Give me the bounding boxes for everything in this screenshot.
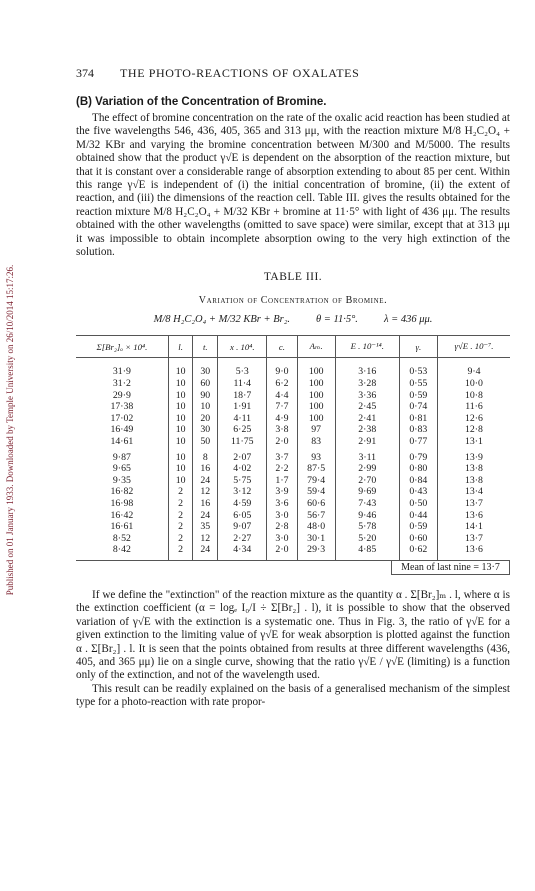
table-row bbox=[76, 424, 510, 436]
table-cell: 29·3 bbox=[297, 544, 335, 560]
table-cell: 4·02 bbox=[218, 463, 267, 475]
table-row bbox=[76, 510, 510, 522]
table-cell: 16 bbox=[193, 498, 218, 510]
table-condition-wavelength: λ = 436 μμ. bbox=[383, 314, 433, 326]
table-cell: 16·49 bbox=[110, 424, 134, 436]
table-cell: 10 bbox=[168, 401, 193, 413]
table-cell: 16·98 bbox=[110, 498, 134, 509]
table-cell: 100 bbox=[297, 401, 335, 413]
table-cell: 0·79 bbox=[399, 448, 437, 464]
table-cell: 31·9 bbox=[112, 366, 131, 378]
table-cell: 9·35 bbox=[112, 474, 131, 486]
table-row bbox=[76, 544, 510, 560]
table-cell: 9·87 bbox=[112, 451, 131, 463]
table-row bbox=[76, 401, 510, 413]
table-cell: 97 bbox=[297, 424, 335, 436]
table-cell: 8·52 bbox=[112, 532, 131, 544]
table-cell: 9·0 bbox=[267, 358, 297, 378]
table-cell: 0·50 bbox=[399, 498, 437, 510]
table-cell: 20 bbox=[193, 413, 218, 425]
table-cell: 3·12 bbox=[218, 486, 267, 498]
table-cell: 0·80 bbox=[399, 463, 437, 475]
table-cell: 9·4 bbox=[437, 358, 510, 378]
table-cell: 4·85 bbox=[335, 544, 399, 560]
table-cell: 2·27 bbox=[218, 533, 267, 545]
table-cell: 10·8 bbox=[437, 390, 510, 402]
table-conditions bbox=[76, 314, 510, 325]
table-body bbox=[76, 358, 510, 561]
table-cell: 83 bbox=[297, 436, 335, 448]
table-header-cell: Σ[Br₂]ₒ × 10⁴. bbox=[76, 336, 168, 358]
table-cell: 2·0 bbox=[267, 544, 297, 560]
table-cell: 12 bbox=[193, 486, 218, 498]
table-cell: 10 bbox=[168, 390, 193, 402]
table-cell: 4·59 bbox=[218, 498, 267, 510]
table-cell: 3·8 bbox=[267, 424, 297, 436]
table-cell: 5·20 bbox=[335, 533, 399, 545]
table-cell: 2·2 bbox=[267, 463, 297, 475]
table-header-cell: γ√E . 10⁻⁷. bbox=[437, 336, 510, 358]
table-cell: 14·61 bbox=[110, 436, 134, 448]
table-cell: 1·7 bbox=[267, 475, 297, 487]
table-cell: 2·99 bbox=[335, 463, 399, 475]
table-cell: 4·9 bbox=[267, 413, 297, 425]
table-cell: 10 bbox=[168, 436, 193, 448]
table-cell: 2·07 bbox=[218, 448, 267, 464]
table-cell: 0·83 bbox=[399, 424, 437, 436]
table-cell: 30 bbox=[193, 358, 218, 378]
table-cell: 0·55 bbox=[399, 378, 437, 390]
table-row bbox=[76, 448, 510, 464]
table-subtitle: Variation of Concentration of Bromine. bbox=[198, 295, 388, 307]
table-cell: 4·34 bbox=[218, 544, 267, 560]
table-cell: 13·7 bbox=[437, 533, 510, 545]
table-condition-temperature: θ = 11·5°. bbox=[316, 314, 358, 326]
table-cell: 56·7 bbox=[297, 510, 335, 522]
table-cell: 10 bbox=[168, 413, 193, 425]
table-cell: 2 bbox=[168, 510, 193, 522]
table-cell: 3·7 bbox=[267, 448, 297, 464]
table-header-cell: c. bbox=[267, 336, 297, 358]
table-cell: 7·43 bbox=[335, 498, 399, 510]
table-row bbox=[76, 358, 510, 378]
table-cell: 10 bbox=[168, 475, 193, 487]
table-cell: 1·91 bbox=[218, 401, 267, 413]
table-cell: 10 bbox=[168, 378, 193, 390]
download-notice-text: Published on 01 January 1933. Downloaded by Temple University on 26/10/2014 15:17:26. bbox=[5, 264, 15, 596]
table-row bbox=[76, 378, 510, 390]
table-row bbox=[76, 413, 510, 425]
table-cell: 93 bbox=[297, 448, 335, 464]
table-cell: 24 bbox=[193, 510, 218, 522]
table-cell: 10·0 bbox=[437, 378, 510, 390]
table-cell: 13·6 bbox=[437, 544, 510, 560]
table-cell: 6·2 bbox=[267, 378, 297, 390]
table-cell: 100 bbox=[297, 413, 335, 425]
table-row bbox=[76, 390, 510, 402]
table-cell: 24 bbox=[193, 544, 218, 560]
table-cell: 11·6 bbox=[437, 401, 510, 413]
table-cell: 0·81 bbox=[399, 413, 437, 425]
table-header-row bbox=[76, 336, 510, 358]
table-header-cell: Aₘ. bbox=[297, 336, 335, 358]
table-cell: 31·2 bbox=[112, 378, 131, 390]
table-cell: 2·70 bbox=[335, 475, 399, 487]
table-cell: 60·6 bbox=[297, 498, 335, 510]
table-cell: 48·0 bbox=[297, 521, 335, 533]
table-cell: 2·8 bbox=[267, 521, 297, 533]
table-cell: 10 bbox=[168, 424, 193, 436]
table-cell: 18·7 bbox=[218, 390, 267, 402]
table-cell: 13·7 bbox=[437, 498, 510, 510]
table-cell: 0·43 bbox=[399, 486, 437, 498]
table-cell: 17·38 bbox=[110, 401, 134, 413]
table-cell: 3·0 bbox=[267, 510, 297, 522]
table-cell: 13·1 bbox=[437, 436, 510, 448]
table-cell: 9·69 bbox=[335, 486, 399, 498]
table-cell: 7·7 bbox=[267, 401, 297, 413]
table-cell: 0·44 bbox=[399, 510, 437, 522]
table-cell: 79·4 bbox=[297, 475, 335, 487]
table-cell: 3·11 bbox=[335, 448, 399, 464]
running-title: THE PHOTO-REACTIONS OF OXALATES bbox=[120, 66, 360, 80]
table-cell: 2·45 bbox=[335, 401, 399, 413]
table-cell: 24 bbox=[193, 475, 218, 487]
table-cell: 90 bbox=[193, 390, 218, 402]
paragraph-1: The effect of bromine concentration on the rate of the oxalic acid reaction has been studied at the five wavelengths 546, 436, 405, 365 and 313 μμ, with the reaction mixture M/8 H₂C₂O₄ + M/32 KBr and varying the bromine concentration between M/300 and M/5000. The results obtained show that the product γ√E is dependent on the absorption of the reaction mixture, but that it is constant over a considerable range of absorption extending to about 85 per cent. Within this range γ√E is independent of (i) the initial concentration of bromine, (ii) the extent of reaction, and (iii) the dimensions of the reaction cell. Table III. gives the results obtained for the reaction mixture M/8 H₂C₂O₄ + M/32 KBr + bromine at 11·5° with light of 436 μμ. The results obtained with the other wavelengths (omitted to save space) were similar, except that at 313 μμ it was impossible to obtain incomplete absorption owing to the very high extinction of the solution. bbox=[76, 112, 510, 259]
table-row bbox=[76, 498, 510, 510]
page-content bbox=[76, 66, 510, 710]
table-cell: 3·16 bbox=[335, 358, 399, 378]
table-cell: 5·75 bbox=[218, 475, 267, 487]
table-cell: 100 bbox=[297, 390, 335, 402]
table-cell: 3·36 bbox=[335, 390, 399, 402]
table-cell: 16·82 bbox=[110, 486, 134, 498]
table-row bbox=[76, 463, 510, 475]
table-cell: 100 bbox=[297, 358, 335, 378]
table-cell: 60 bbox=[193, 378, 218, 390]
table-cell: 0·60 bbox=[399, 533, 437, 545]
table-cell: 2·38 bbox=[335, 424, 399, 436]
table-cell: 8 bbox=[193, 448, 218, 464]
table-cell: 17·02 bbox=[110, 412, 134, 424]
table-cell: 0·59 bbox=[399, 521, 437, 533]
table-cell: 10 bbox=[168, 358, 193, 378]
table-cell: 9·46 bbox=[335, 510, 399, 522]
table-row bbox=[76, 521, 510, 533]
table-cell: 50 bbox=[193, 436, 218, 448]
table-cell: 10 bbox=[168, 463, 193, 475]
table-title: TABLE III. bbox=[263, 271, 323, 284]
table-cell: 2 bbox=[168, 498, 193, 510]
table-row bbox=[76, 475, 510, 487]
table-condition-mixture: M/8 H₂C₂O₄ + M/32 KBr + Br₂. bbox=[153, 314, 291, 326]
table-cell: 8·42 bbox=[76, 544, 168, 560]
table-cell: 5·78 bbox=[335, 521, 399, 533]
page-number: 374 bbox=[76, 66, 94, 80]
table-cell: 30·1 bbox=[297, 533, 335, 545]
table-cell: 2·0 bbox=[267, 436, 297, 448]
table-cell: 12 bbox=[193, 533, 218, 545]
table-cell: 13·8 bbox=[437, 463, 510, 475]
table-cell: 2·41 bbox=[335, 413, 399, 425]
table-cell: 10 bbox=[193, 401, 218, 413]
table-cell: 3·0 bbox=[267, 533, 297, 545]
paragraph-2: If we define the "extinction" of the reaction mixture as the quantity α . Σ[Br₂]ₘ . l, where α is the extinction coefficient (α = logₑ I₀/I ÷ Σ[Br₂] . l), it is possible to show that the observed variation of γ√E with the extinction is a systematic one. Thus in Fig. 3, the ratio of γ√E for a given extinction to the limiting value of γ√E for weak absorption is plotted against the function α . Σ[Br₂] . l. It is seen that the points obtained from results at three different wavelengths (436, 405, and 365 μμ) lie on a single curve, showing that the ratio γ√E / γ√E (limiting) is a function only of the extinction, and not of the wavelength used. bbox=[76, 588, 510, 682]
table-mean-note: Mean of last nine = 13·7 bbox=[391, 561, 510, 575]
table-cell: 10 bbox=[168, 448, 193, 464]
table-cell: 2 bbox=[168, 533, 193, 545]
table-cell: 0·62 bbox=[399, 544, 437, 560]
table-cell: 29·9 bbox=[112, 389, 131, 401]
table-header-cell: x . 10⁴. bbox=[218, 336, 267, 358]
table-cell: 2 bbox=[168, 521, 193, 533]
table-cell: 4·11 bbox=[218, 413, 267, 425]
table-cell: 0·77 bbox=[399, 436, 437, 448]
table-cell: 5·3 bbox=[218, 358, 267, 378]
table-cell: 100 bbox=[297, 378, 335, 390]
table-cell: 6·25 bbox=[218, 424, 267, 436]
table-cell: 2 bbox=[168, 486, 193, 498]
table-cell: 9·65 bbox=[112, 463, 131, 475]
table-cell: 3·28 bbox=[335, 378, 399, 390]
table-cell: 13·8 bbox=[437, 475, 510, 487]
table-cell: 4·4 bbox=[267, 390, 297, 402]
table-header-cell: γ. bbox=[399, 336, 437, 358]
paragraph-3: This result can be readily explained on the basis of a generalised mechanism of the simplest type for a photo-reaction with rate propor- bbox=[76, 682, 510, 709]
table-row bbox=[76, 486, 510, 498]
table-cell: 13·4 bbox=[437, 486, 510, 498]
table-cell: 35 bbox=[193, 521, 218, 533]
table-header-cell: t. bbox=[193, 336, 218, 358]
table-header-cell: E . 10⁻¹⁴. bbox=[335, 336, 399, 358]
table-cell: 87·5 bbox=[297, 463, 335, 475]
table-cell: 16·42 bbox=[110, 509, 134, 521]
table-cell: 9·07 bbox=[218, 521, 267, 533]
table-cell: 11·75 bbox=[218, 436, 267, 448]
table-cell: 13·6 bbox=[437, 510, 510, 522]
table-row bbox=[76, 533, 510, 545]
table-cell: 30 bbox=[193, 424, 218, 436]
table-cell: 0·84 bbox=[399, 475, 437, 487]
table-cell: 0·53 bbox=[399, 358, 437, 378]
table-cell: 16 bbox=[193, 463, 218, 475]
table-cell: 0·74 bbox=[399, 401, 437, 413]
table-cell: 6·05 bbox=[218, 510, 267, 522]
section-heading: (B) Variation of the Concentration of Bromine. bbox=[76, 96, 327, 108]
table-cell: 12·8 bbox=[437, 424, 510, 436]
table-cell: 3·9 bbox=[267, 486, 297, 498]
table-cell: 2·91 bbox=[335, 436, 399, 448]
download-notice-sidebar bbox=[3, 150, 17, 710]
table-cell: 11·4 bbox=[218, 378, 267, 390]
table-cell: 12·6 bbox=[437, 413, 510, 425]
table-cell: 0·59 bbox=[399, 390, 437, 402]
data-table bbox=[76, 335, 510, 561]
table-cell: 14·1 bbox=[437, 521, 510, 533]
running-head bbox=[76, 66, 510, 82]
table-header-cell: l. bbox=[168, 336, 193, 358]
table-row bbox=[76, 436, 510, 448]
table-cell: 59·4 bbox=[297, 486, 335, 498]
table-cell: 13·9 bbox=[437, 448, 510, 464]
table-cell: 3·6 bbox=[267, 498, 297, 510]
table-cell: 2 bbox=[168, 544, 193, 560]
table-cell: 16·61 bbox=[110, 521, 134, 533]
